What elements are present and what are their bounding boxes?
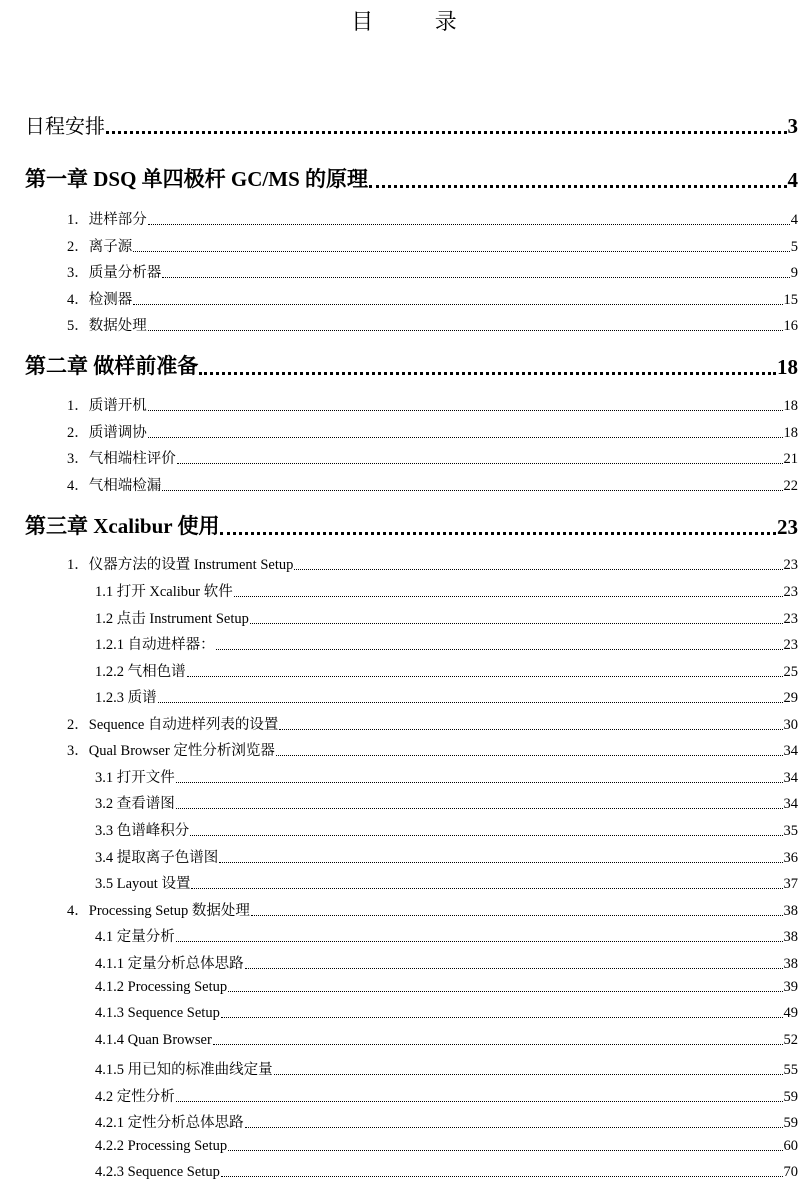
dot-leader (191, 888, 782, 889)
dot-leader (294, 569, 782, 570)
toc-entry[interactable] (25, 110, 798, 139)
toc-entry[interactable] (67, 208, 798, 229)
toc-entry-label: 1.2 点击 Instrument Setup (95, 611, 249, 627)
toc-entry-label: 4.1 定量分析 (95, 929, 175, 945)
toc-entry-page: 23 (783, 557, 798, 573)
dot-leader (274, 1074, 783, 1075)
toc-entry-page: 38 (783, 929, 798, 945)
toc-entry[interactable] (95, 1005, 798, 1022)
toc-entry[interactable] (67, 394, 798, 415)
toc-entry[interactable] (95, 1058, 798, 1079)
toc-entry-label: 3．质量分析器 (67, 265, 162, 281)
toc-entry[interactable] (67, 447, 798, 468)
dot-leader (162, 490, 782, 491)
toc-entry[interactable] (95, 766, 798, 787)
toc-entry-page: 15 (783, 292, 798, 308)
toc-entry-label: 4.1.2 Processing Setup (95, 979, 228, 995)
toc-entry-page: 59 (783, 1115, 798, 1131)
toc-entry-page: 9 (790, 265, 798, 281)
toc-entry[interactable] (95, 979, 798, 996)
dot-leader (162, 277, 790, 278)
dot-leader (220, 532, 776, 535)
toc-entry[interactable] (67, 553, 798, 574)
toc-entry-page: 70 (783, 1164, 798, 1180)
toc-entry-page: 55 (783, 1062, 798, 1078)
toc-entry-page: 29 (783, 690, 798, 706)
toc-entry[interactable] (67, 288, 798, 309)
toc-entry[interactable] (67, 713, 798, 734)
toc-entry-page: 35 (783, 823, 798, 839)
dot-leader (106, 131, 787, 134)
page-title: 目 录 (351, 9, 485, 34)
toc-entry-label: 2．质谱调协 (67, 425, 147, 441)
toc-entry-page: 60 (783, 1138, 798, 1154)
toc-entry[interactable] (25, 350, 798, 380)
dot-leader (276, 755, 783, 756)
toc-entry[interactable] (67, 261, 798, 282)
toc-entry[interactable] (95, 819, 798, 840)
toc-entry-page: 3 (787, 114, 798, 138)
toc-entry[interactable] (95, 1164, 798, 1181)
dot-leader (251, 915, 783, 916)
toc-entry-label: 3.5 Layout 设置 (95, 876, 191, 892)
toc-entry-label: 1.2.2 气相色谱 (95, 664, 186, 680)
toc-entry-page: 36 (783, 850, 798, 866)
toc-entry[interactable] (67, 421, 798, 442)
toc-entry[interactable] (67, 739, 798, 760)
toc-entry-label: 1．进样部分 (67, 212, 147, 228)
toc-entry[interactable] (95, 580, 798, 601)
toc-entry-page: 18 (783, 398, 798, 414)
toc-entry[interactable] (95, 952, 798, 973)
dot-leader (221, 1176, 783, 1177)
toc-entry-page: 37 (783, 876, 798, 892)
toc-entry[interactable] (95, 792, 798, 813)
toc-entry-page: 34 (783, 770, 798, 786)
toc-entry[interactable] (67, 474, 798, 495)
toc-entry[interactable] (95, 633, 798, 654)
dot-leader (148, 437, 783, 438)
toc-entry[interactable] (67, 899, 798, 920)
toc-entry[interactable] (67, 235, 798, 256)
toc-entry[interactable] (95, 1111, 798, 1132)
toc-entry-label: 3．气相端柱评价 (67, 451, 176, 467)
toc-entry-page: 34 (783, 796, 798, 812)
toc-entry[interactable] (25, 163, 798, 193)
dot-leader (176, 941, 783, 942)
toc-entry-label: 4.2.3 Sequence Setup (95, 1164, 220, 1180)
dot-leader (245, 968, 783, 969)
toc-entry-label: 1.1 打开 Xcalibur 软件 (95, 584, 233, 600)
dot-leader (221, 1017, 783, 1018)
toc-entry-label: 3.3 色谱峰积分 (95, 823, 190, 839)
dot-leader (177, 463, 783, 464)
toc-entry-label: 2．Sequence 自动进样列表的设置 (67, 717, 279, 733)
toc-entry-label: 4.2.2 Processing Setup (95, 1138, 228, 1154)
toc-entry-label: 4.2 定性分析 (95, 1089, 175, 1105)
dot-leader (228, 1150, 782, 1151)
toc-entry-page: 4 (790, 212, 798, 228)
toc-entry-label: 第一章 DSQ 单四极杆 GC/MS 的原理 (25, 167, 369, 191)
toc-entry[interactable] (95, 607, 798, 628)
toc-entry-page: 23 (783, 637, 798, 653)
toc-entry-page: 34 (783, 743, 798, 759)
dot-leader (158, 702, 783, 703)
toc-entry[interactable] (67, 314, 798, 335)
dot-leader (176, 808, 783, 809)
dot-leader (176, 782, 783, 783)
toc-entry-page: 16 (783, 318, 798, 334)
toc-entry-page: 38 (783, 956, 798, 972)
dot-leader (148, 224, 790, 225)
toc-entry[interactable] (95, 660, 798, 681)
dot-leader (245, 1127, 783, 1128)
toc-entry-page: 22 (783, 478, 798, 494)
toc-entry-label: 3.1 打开文件 (95, 770, 175, 786)
toc-entry-label: 2．离子源 (67, 239, 133, 255)
toc-entry-page: 4 (787, 168, 798, 192)
toc-entry-page: 21 (783, 451, 798, 467)
dot-leader (148, 410, 783, 411)
dot-leader (219, 862, 782, 863)
toc-entry-label: 第二章 做样前准备 (25, 354, 199, 378)
toc-entry-label: 1.2.3 质谱 (95, 690, 157, 706)
dot-leader (250, 623, 783, 624)
toc-entry[interactable] (95, 1138, 798, 1155)
toc-entry[interactable] (95, 1032, 798, 1049)
toc-entry-label: 1．质谱开机 (67, 398, 147, 414)
toc-entry[interactable] (95, 872, 798, 893)
dot-leader (279, 729, 782, 730)
dot-leader (216, 649, 783, 650)
toc-entry-label: 5．数据处理 (67, 318, 147, 334)
toc-entry-page: 25 (783, 664, 798, 680)
toc-entry-label: 4.1.1 定量分析总体思路 (95, 956, 244, 972)
dot-leader (148, 330, 783, 331)
dot-leader (190, 835, 782, 836)
toc-entry-label: 1．仪器方法的设置 Instrument Setup (67, 557, 294, 573)
toc-entry-page: 18 (783, 425, 798, 441)
toc-entry-page: 39 (783, 979, 798, 995)
toc-entry-page: 49 (783, 1005, 798, 1021)
toc-entry-label: 1.2.1 自动进样器： (95, 637, 215, 653)
toc-entry[interactable] (25, 510, 798, 540)
toc-entry-page: 23 (783, 584, 798, 600)
toc-entry-page: 38 (783, 903, 798, 919)
dot-leader (133, 304, 782, 305)
toc-entry-page: 5 (790, 239, 798, 255)
toc-entry-label: 4．Processing Setup 数据处理 (67, 903, 250, 919)
toc-entry-page: 23 (777, 515, 798, 539)
dot-leader (187, 676, 783, 677)
toc-entry-page: 30 (783, 717, 798, 733)
toc-entry-label: 3.4 提取离子色谱图 (95, 850, 219, 866)
toc-entry[interactable] (95, 925, 798, 946)
toc-entry-label: 4.2.1 定性分析总体思路 (95, 1115, 244, 1131)
toc-entry[interactable] (95, 686, 798, 707)
dot-leader (176, 1101, 783, 1102)
toc-entry-page: 52 (783, 1032, 798, 1048)
dot-leader (213, 1044, 783, 1045)
toc-entry-label: 3．Qual Browser 定性分析浏览器 (67, 743, 275, 759)
dot-leader (234, 596, 783, 597)
dot-leader (199, 372, 776, 375)
toc-entry-label: 4.1.4 Quan Browser (95, 1032, 212, 1048)
toc-entry[interactable] (95, 846, 798, 867)
toc-entry[interactable] (95, 1085, 798, 1106)
toc-entry-label: 4．检测器 (67, 292, 133, 308)
toc-entry-label: 日程安排 (25, 114, 105, 138)
toc-entry-page: 23 (783, 611, 798, 627)
toc-entry-page: 18 (777, 355, 798, 379)
dot-leader (369, 185, 786, 188)
dot-leader (133, 251, 790, 252)
toc-entry-label: 4．气相端检漏 (67, 478, 162, 494)
toc-entry-page: 59 (783, 1089, 798, 1105)
toc-entry-label: 4.1.3 Sequence Setup (95, 1005, 220, 1021)
toc-entry-label: 4.1.5 用已知的标准曲线定量 (95, 1062, 273, 1078)
dot-leader (228, 991, 782, 992)
toc-entry-label: 第三章 Xcalibur 使用 (25, 514, 220, 538)
toc-entry-label: 3.2 查看谱图 (95, 796, 175, 812)
